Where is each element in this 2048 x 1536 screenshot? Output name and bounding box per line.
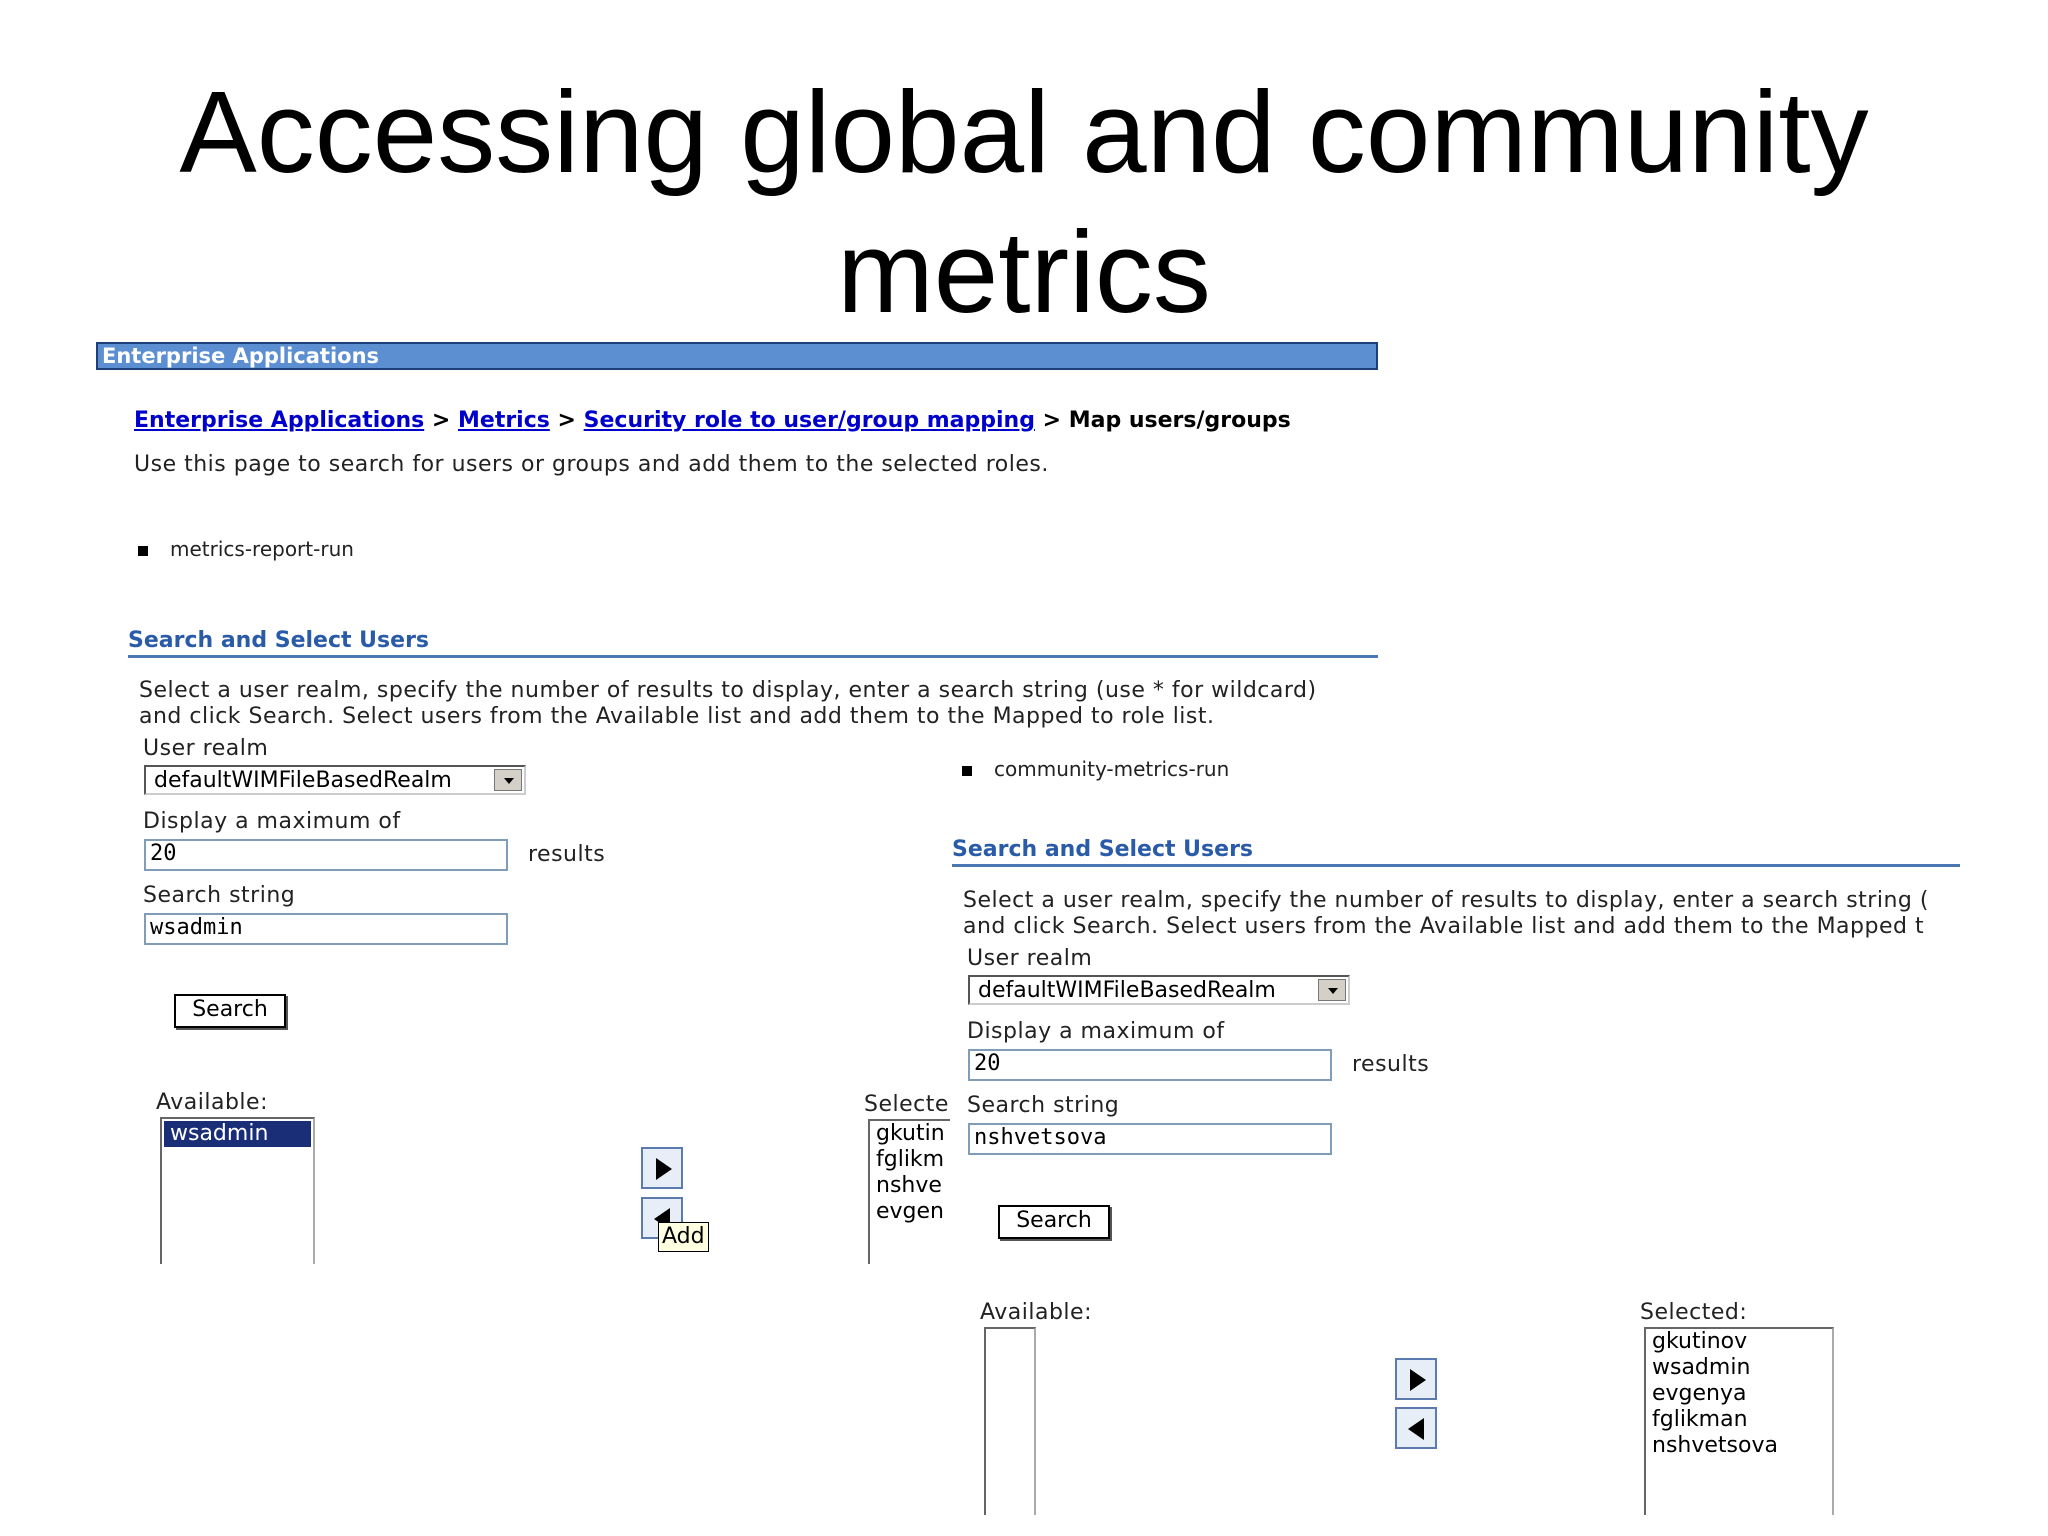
results-label: results	[1352, 1052, 1430, 1077]
breadcrumb-separator: >	[557, 408, 576, 433]
add-button[interactable]	[641, 1147, 683, 1189]
breadcrumb-current: Map users/groups	[1068, 408, 1291, 433]
list-item[interactable]: evgenya	[1652, 1381, 1747, 1406]
user-realm-value: defaultWIMFileBasedRealm	[978, 978, 1276, 1003]
section-title: Search and Select Users	[128, 628, 430, 653]
user-realm-select[interactable]	[144, 765, 526, 795]
remove-button[interactable]	[1395, 1407, 1437, 1449]
instructions-line1: Select a user realm, specify the number of results to display, enter a search string (	[963, 888, 1929, 913]
max-results-input[interactable]: 20	[968, 1049, 1332, 1081]
slide-title-line2: metrics	[837, 207, 1211, 337]
user-realm-label: User realm	[967, 946, 1093, 971]
selected-listbox[interactable]	[1644, 1327, 1834, 1515]
breadcrumb-link-enterprise-applications[interactable]: Enterprise Applications	[134, 408, 425, 433]
selected-label: Selected:	[1640, 1300, 1748, 1325]
section-title: Search and Select Users	[952, 837, 1254, 862]
instructions-line1: Select a user realm, specify the number of results to display, enter a search string (use * for wildcard)	[139, 678, 1317, 703]
search-string-label: Search string	[967, 1093, 1120, 1118]
list-item[interactable]: fglikm	[876, 1147, 945, 1172]
breadcrumb-link-security-role-mapping[interactable]: Security role to user/group mapping	[583, 408, 1035, 433]
search-button[interactable]: Search	[174, 994, 286, 1028]
list-item[interactable]: gkutin	[876, 1121, 945, 1146]
app-banner: Enterprise Applications	[96, 342, 1378, 370]
instructions-line2: and click Search. Select users from the Available list and add them to the Mapped to role list.	[139, 704, 1215, 729]
search-button[interactable]: Search	[998, 1205, 1110, 1239]
list-item[interactable]: wsadmin	[1652, 1355, 1751, 1380]
arrow-left-icon	[1406, 1416, 1428, 1442]
chevron-down-icon[interactable]	[1318, 979, 1346, 1001]
available-listbox[interactable]	[984, 1327, 1036, 1515]
list-item[interactable]: nshvetsova	[1652, 1433, 1778, 1458]
available-label: Available:	[156, 1090, 268, 1115]
arrow-right-icon	[1406, 1367, 1428, 1393]
add-tooltip: Add	[658, 1222, 709, 1252]
breadcrumb-link-metrics[interactable]: Metrics	[458, 408, 550, 433]
slide-title-line1: Accessing global and community	[179, 67, 1869, 197]
list-item[interactable]: gkutinov	[1652, 1329, 1748, 1354]
slide-title	[0, 62, 2048, 342]
list-item[interactable]: nshve	[876, 1173, 942, 1198]
role-item	[138, 537, 354, 561]
add-button[interactable]	[1395, 1358, 1437, 1400]
search-string-input[interactable]: nshvetsova	[968, 1123, 1332, 1155]
breadcrumb	[134, 408, 1291, 433]
search-string-label: Search string	[143, 883, 296, 908]
bullet-icon	[138, 546, 148, 556]
max-results-input[interactable]: 20	[144, 839, 508, 871]
max-results-label: Display a maximum of	[143, 809, 401, 834]
max-results-label: Display a maximum of	[967, 1019, 1225, 1044]
section-divider	[128, 655, 1378, 658]
breadcrumb-separator: >	[431, 408, 451, 433]
page-intro: Use this page to search for users or groups and add them to the selected roles.	[134, 452, 1049, 477]
community-metrics-screenshot	[950, 745, 1960, 1515]
user-realm-label: User realm	[143, 736, 269, 761]
chevron-down-icon[interactable]	[494, 769, 522, 791]
bullet-icon	[962, 766, 972, 776]
role-name: metrics-report-run	[170, 537, 354, 561]
results-label: results	[528, 842, 606, 867]
instructions-line2: and click Search. Select users from the Available list and add them to the Mapped t	[963, 914, 1925, 939]
user-realm-value: defaultWIMFileBasedRealm	[154, 768, 452, 793]
available-listbox[interactable]	[160, 1117, 315, 1264]
list-item[interactable]: fglikman	[1652, 1407, 1748, 1432]
available-label: Available:	[980, 1300, 1092, 1325]
user-realm-select[interactable]	[968, 975, 1350, 1005]
role-item	[962, 757, 1229, 781]
arrow-right-icon	[652, 1156, 674, 1182]
section-divider	[952, 864, 1960, 867]
list-item[interactable]: wsadmin	[164, 1121, 311, 1147]
selected-label: Selecte	[864, 1092, 949, 1117]
search-string-input[interactable]: wsadmin	[144, 913, 508, 945]
breadcrumb-separator: >	[1042, 408, 1062, 433]
role-name: community-metrics-run	[994, 757, 1230, 781]
list-item[interactable]: evgen	[876, 1199, 944, 1224]
